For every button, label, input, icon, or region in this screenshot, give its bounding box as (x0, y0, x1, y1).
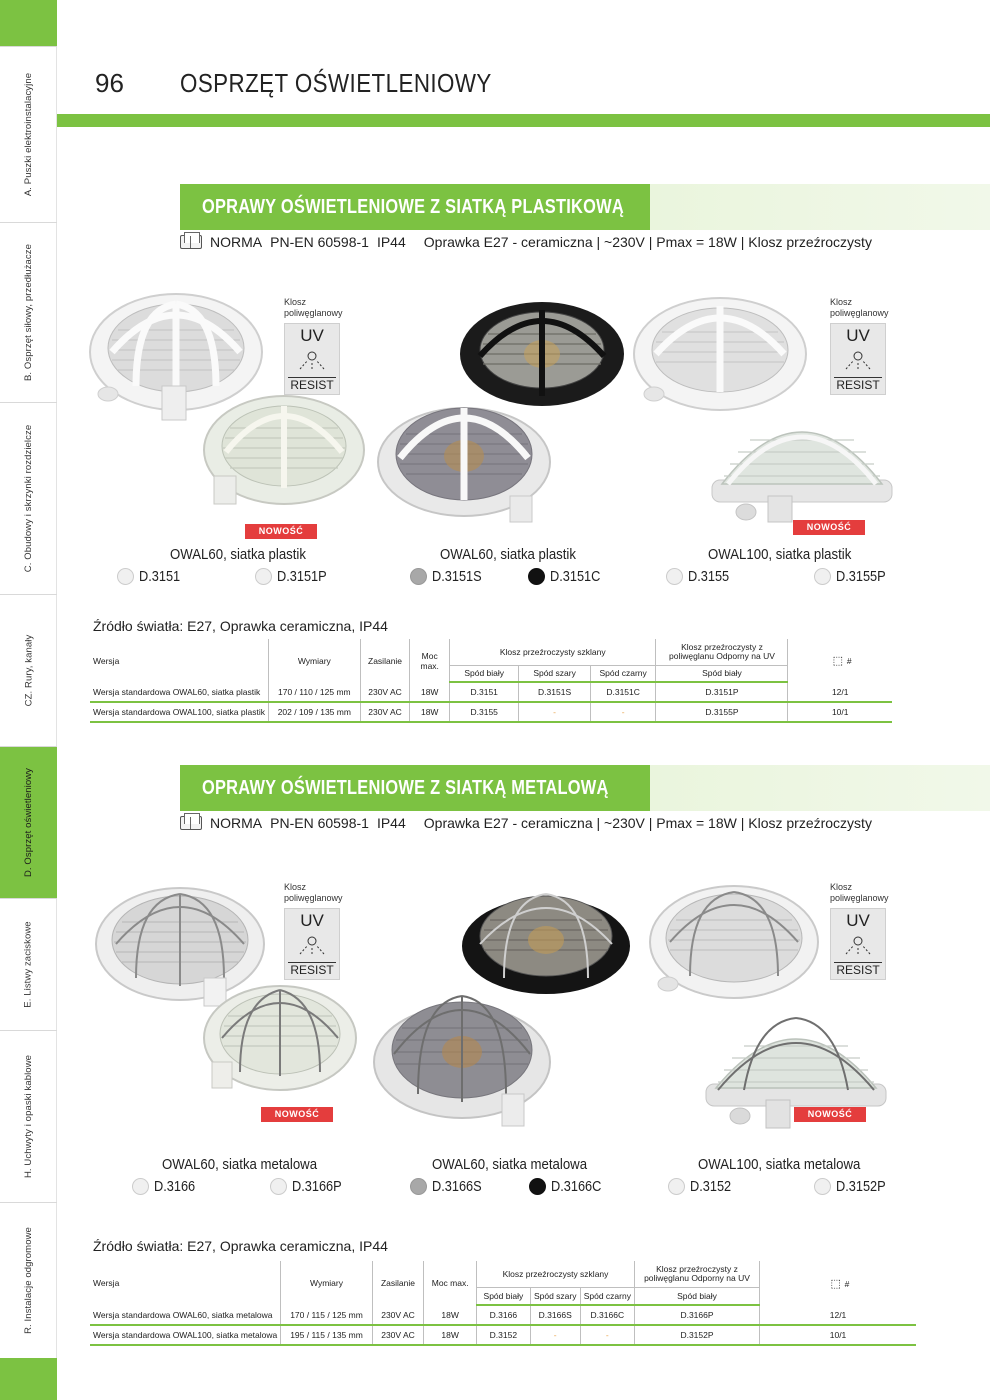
product-code (117, 568, 186, 585)
cell-code: D.3151P (656, 682, 788, 702)
uv-badge-uv: UV (300, 911, 324, 930)
cell-code: - (590, 702, 656, 722)
color-swatch-white (666, 568, 683, 585)
th-package-label: # (846, 656, 852, 666)
cell-wymiary: 202 / 109 / 135 mm (268, 702, 360, 722)
table-row (90, 682, 892, 702)
th-poly-spod-bialy: Spód biały (634, 1287, 759, 1305)
light-source-note: Źródło światła: E27, Oprawka ceramiczna, IP44 (93, 618, 388, 634)
product-code (270, 1178, 348, 1195)
code-label: D.3155P (836, 568, 886, 585)
cell-zasilanie: 230V AC (372, 1325, 424, 1345)
th-spod-szary: Spód szary (530, 1287, 580, 1305)
product-code (255, 568, 333, 585)
norm-book-icon (180, 816, 202, 830)
sidebar-tab-d[interactable] (0, 746, 57, 898)
section-sidebar (0, 0, 57, 1400)
uv-badge-box (830, 323, 886, 395)
product-code (814, 568, 892, 585)
lamp-owal100-white-metal-image (646, 880, 822, 1010)
th-zasilanie: Zasilanie (360, 639, 410, 682)
th-spod-bialy: Spód biały (450, 665, 519, 682)
product-code (814, 1178, 892, 1195)
color-swatch-black (528, 568, 545, 585)
cell-moc: 18W (424, 1325, 477, 1345)
sidebar-tab-r[interactable] (0, 1202, 57, 1358)
code-label: D.3152P (836, 1178, 886, 1195)
lamp-owal100-poly-plastic-image (710, 400, 894, 530)
banner-fade (650, 184, 990, 230)
lamp-owal60-poly-metal-image (200, 976, 360, 1096)
new-badge: NOWOŚĆ (261, 1107, 333, 1122)
color-swatch-black (529, 1178, 546, 1195)
th-package (788, 639, 892, 682)
product-name: OWAL60, siatka metalowa (162, 1156, 318, 1173)
uv-badge-box (830, 908, 886, 980)
color-swatch-white (814, 568, 831, 585)
uv-badge-caption: Klosz poliwęglanowy (830, 297, 889, 318)
package-icon: ⬚ (832, 655, 844, 667)
sidebar-tab-label: B. Osprzęt siłowy, przedłużacze (23, 243, 34, 382)
th-zasilanie: Zasilanie (372, 1261, 424, 1305)
uv-badge-resist: RESIST (288, 377, 336, 392)
sidebar-tab-label: D. Osprzęt oświetleniowy (23, 767, 34, 878)
spec-norm-value: PN-EN 60598-1 (270, 815, 369, 831)
color-swatch-grey (410, 568, 427, 585)
section-banner-title: OPRAWY OŚWIETLENIOWE Z SIATKĄ PLASTIKOWĄ (202, 195, 624, 218)
section-banner (180, 765, 650, 811)
page-number: 96 (95, 68, 124, 98)
spec-table (90, 1261, 916, 1346)
cell-code: - (530, 1325, 580, 1345)
spec-norm-value: PN-EN 60598-1 (270, 234, 369, 250)
cell-wymiary: 195 / 115 / 135 mm (281, 1325, 372, 1345)
product-name: OWAL100, siatka plastik (708, 546, 852, 563)
cell-code: D.3152P (634, 1325, 759, 1345)
th-poly-spod-bialy: Spód biały (656, 665, 788, 682)
uv-resist-badge (284, 882, 346, 980)
sidebar-tab-label: R. Instalacje odgromowe (23, 1227, 35, 1334)
uv-resist-badge (830, 297, 892, 395)
uv-badge-caption: Klosz poliwęglanowy (284, 882, 343, 903)
cell-wersja: Wersja standardowa OWAL100, siatka plastik (90, 702, 268, 722)
cell-package: 12/1 (760, 1305, 916, 1325)
product-code (668, 1178, 737, 1195)
spec-details: Oprawka E27 - ceramiczna | ~230V | Pmax = 18W | Klosz przeźroczysty (423, 234, 872, 250)
cell-moc: 18W (410, 702, 450, 722)
cell-code: D.3166 (477, 1305, 531, 1325)
table-row (90, 1325, 916, 1345)
spec-norma: NORMA (210, 234, 263, 250)
uv-badge-box (284, 323, 340, 395)
code-label: D.3151C (550, 568, 601, 585)
th-package-label: # (844, 1278, 850, 1289)
page-title: OSPRZĘT OŚWIETLENIOWY (180, 68, 492, 98)
color-swatch-white (255, 568, 272, 585)
header-accent-bar (57, 114, 990, 127)
color-swatch-white (132, 1178, 149, 1195)
cell-zasilanie: 230V AC (360, 682, 410, 702)
product-code (132, 1178, 201, 1195)
product-code (410, 1178, 488, 1195)
sidebar-tab-cz[interactable] (0, 594, 57, 746)
code-label: D.3166P (292, 1178, 342, 1195)
code-label: D.3151 (139, 568, 181, 585)
cell-code: D.3151 (450, 682, 519, 702)
sidebar-tab-label: E. Listwy zaciskowe (23, 921, 34, 1008)
package-icon: ⬚ (830, 1277, 841, 1290)
cell-wersja: Wersja standardowa OWAL60, siatka plastik (90, 682, 268, 702)
sidebar-tab-h[interactable] (0, 1030, 57, 1202)
section-banner-title: OPRAWY OŚWIETLENIOWE Z SIATKĄ METALOWĄ (202, 776, 609, 799)
norm-book-icon (180, 235, 202, 249)
sidebar-tab-label: H. Uchwyty i opaski kablowe (23, 1054, 35, 1179)
cell-code: D.3152 (477, 1325, 531, 1345)
sidebar-tab-label: A. Puszki elektroinstalacyjne (23, 72, 35, 197)
product-code (528, 568, 607, 585)
th-spod-czarny: Spód czarny (580, 1287, 634, 1305)
product-code (410, 568, 488, 585)
cell-moc: 18W (424, 1305, 477, 1325)
th-glass: Klosz przeźroczysty szklany (450, 639, 656, 665)
product-code (666, 568, 735, 585)
uv-badge-uv: UV (846, 911, 870, 930)
cell-code: D.3151S (519, 682, 590, 702)
cell-package: 10/1 (760, 1325, 916, 1345)
spec-line (180, 234, 872, 250)
product-name: OWAL60, siatka plastik (440, 546, 576, 563)
product-code (529, 1178, 608, 1195)
cell-zasilanie: 230V AC (360, 702, 410, 722)
table-row (90, 1305, 916, 1325)
sidebar-bottom-accent (0, 1358, 57, 1400)
code-label: D.3166S (432, 1178, 482, 1195)
new-badge: NOWOŚĆ (245, 524, 317, 539)
sun-rays-icon (294, 936, 330, 956)
th-wymiary: Wymiary (281, 1261, 372, 1305)
color-swatch-white (668, 1178, 685, 1195)
table-row (90, 702, 892, 722)
cell-code: - (519, 702, 590, 722)
spec-ip: IP44 (376, 234, 406, 250)
cell-code: D.3166S (530, 1305, 580, 1325)
sidebar-tab-b[interactable] (0, 222, 57, 402)
uv-badge-box (284, 908, 340, 980)
cell-code: D.3166C (580, 1305, 634, 1325)
sidebar-tab-label: CZ. Rury, kanały (23, 634, 35, 707)
color-swatch-white (270, 1178, 287, 1195)
cell-wymiary: 170 / 115 / 125 mm (281, 1305, 372, 1325)
color-swatch-white (117, 568, 134, 585)
spec-ip: IP44 (376, 815, 406, 831)
cell-moc: 18W (410, 682, 450, 702)
lamp-owal60-grey-metal-image (372, 982, 552, 1130)
lamp-owal60-poly-plastic-image (200, 388, 366, 508)
spec-line (180, 815, 872, 831)
th-poly: Klosz przeźroczysty z poliwęglanu Odporny na UV (634, 1261, 759, 1287)
banner-fade (650, 765, 990, 811)
spec-table (90, 639, 892, 723)
sidebar-tab-e[interactable] (0, 898, 57, 1030)
spec-details: Oprawka E27 - ceramiczna | ~230V | Pmax = 18W | Klosz przeźroczysty (423, 815, 872, 831)
uv-resist-badge (830, 882, 892, 980)
uv-badge-caption: Klosz poliwęglanowy (284, 297, 343, 318)
code-label: D.3155 (688, 568, 730, 585)
code-label: D.3166C (551, 1178, 602, 1195)
cell-zasilanie: 230V AC (372, 1305, 424, 1325)
th-wersja: Wersja (93, 1278, 120, 1288)
cell-code: D.3155 (450, 702, 519, 722)
code-label: D.3152 (690, 1178, 732, 1195)
cell-wersja: Wersja standardowa OWAL100, siatka metalowa (90, 1325, 281, 1345)
product-name: OWAL60, siatka metalowa (432, 1156, 588, 1173)
th-moc: Moc max. (410, 639, 450, 682)
light-source-note: Źródło światła: E27, Oprawka ceramiczna, IP44 (93, 1238, 388, 1254)
th-moc: Moc max. (424, 1261, 477, 1305)
uv-badge-resist: RESIST (288, 962, 336, 977)
th-package (760, 1261, 916, 1305)
cell-code: - (580, 1325, 634, 1345)
cell-wersja: Wersja standardowa OWAL60, siatka metalowa (90, 1305, 281, 1325)
cell-code: D.3166P (634, 1305, 759, 1325)
uv-badge-uv: UV (300, 326, 324, 345)
sun-rays-icon (840, 351, 876, 371)
uv-resist-badge (284, 297, 346, 395)
cell-package: 12/1 (788, 682, 892, 702)
product-name: OWAL100, siatka metalowa (698, 1156, 861, 1173)
cell-code: D.3151C (590, 682, 656, 702)
sidebar-top-accent (0, 0, 57, 46)
th-spod-szary: Spód szary (519, 665, 590, 682)
spec-norma: NORMA (210, 815, 263, 831)
uv-badge-caption: Klosz poliwęglanowy (830, 882, 889, 903)
sidebar-tab-c[interactable] (0, 402, 57, 594)
sidebar-tab-label: C. Obudowy i skrzynki rozdzielcze (23, 424, 34, 573)
code-label: D.3166 (154, 1178, 196, 1195)
th-glass: Klosz przeźroczysty szklany (477, 1261, 635, 1287)
uv-badge-resist: RESIST (834, 962, 882, 977)
section-banner (180, 184, 650, 230)
sidebar-tab-a[interactable] (0, 46, 57, 222)
uv-badge-uv: UV (846, 326, 870, 345)
th-poly: Klosz przeźroczysty z poliwęglanu Odporny na UV (656, 639, 788, 665)
sun-rays-icon (840, 936, 876, 956)
product-name: OWAL60, siatka plastik (170, 546, 306, 563)
th-wersja: Wersja (93, 655, 120, 666)
cell-wymiary: 170 / 110 / 125 mm (268, 682, 360, 702)
th-spod-bialy: Spód biały (477, 1287, 531, 1305)
color-swatch-white (814, 1178, 831, 1195)
cell-code: D.3155P (656, 702, 788, 722)
color-swatch-grey (410, 1178, 427, 1195)
th-spod-czarny: Spód czarny (590, 665, 656, 682)
code-label: D.3151S (432, 568, 482, 585)
sun-rays-icon (294, 351, 330, 371)
new-badge: NOWOŚĆ (793, 520, 865, 535)
cell-package: 10/1 (788, 702, 892, 722)
new-badge: NOWOŚĆ (794, 1107, 866, 1122)
th-wymiary: Wymiary (268, 639, 360, 682)
uv-badge-resist: RESIST (834, 377, 882, 392)
code-label: D.3151P (277, 568, 327, 585)
lamp-owal60-grey-plastic-image (376, 392, 552, 524)
